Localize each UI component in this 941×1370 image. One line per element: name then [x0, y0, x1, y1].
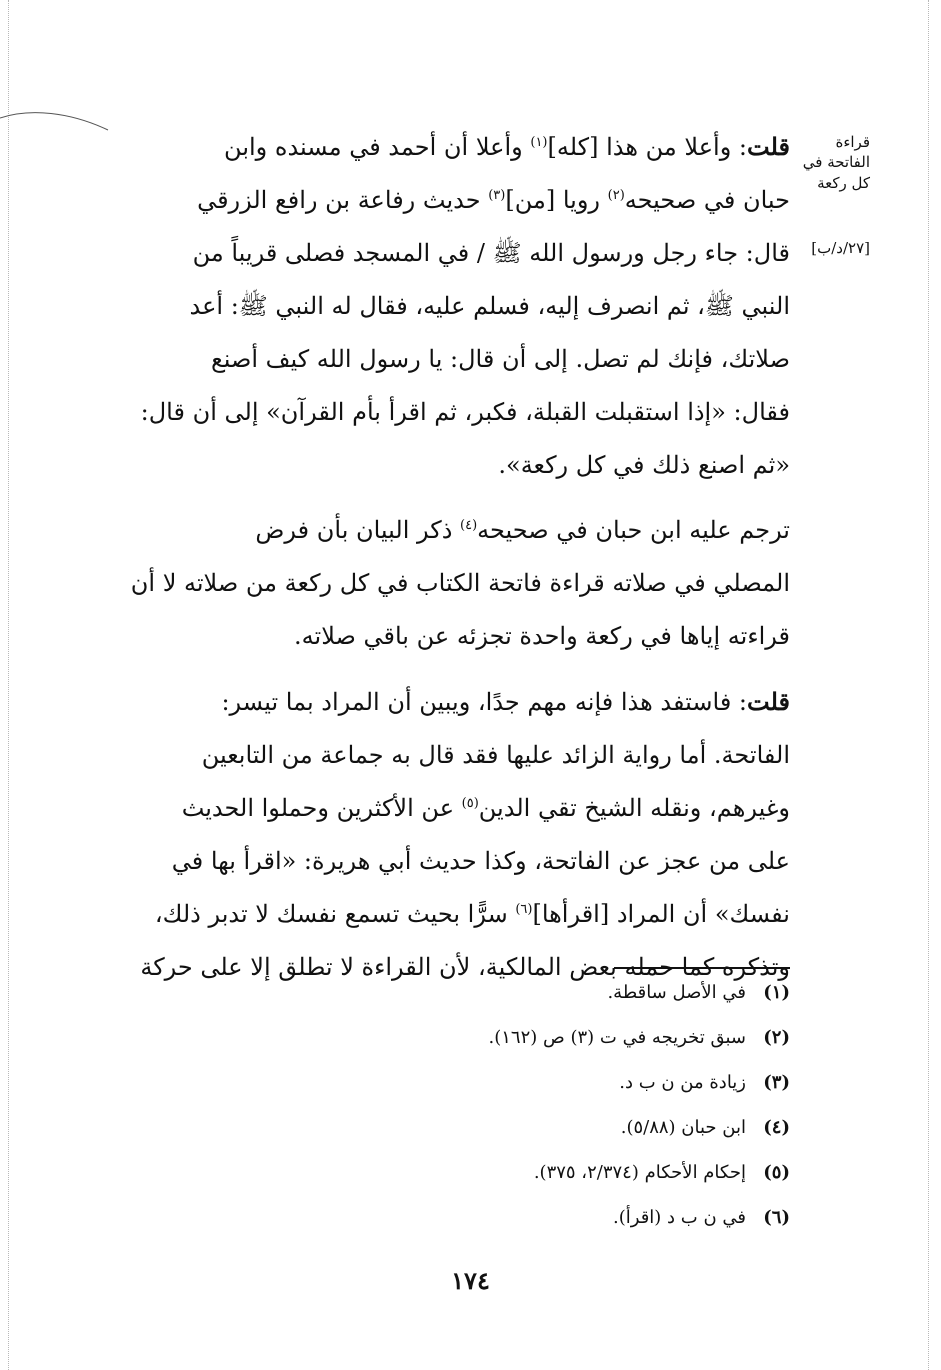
line-text: عن الأكثرين وحملوا الحديث: [181, 794, 462, 822]
scan-curve-mark: [0, 100, 110, 140]
line-text: المصلي في صلاته قراءة فاتحة الكتاب في كل ركعة من صلاته لا أن: [130, 569, 790, 597]
footnote-item: [300, 1117, 790, 1162]
footnote-marker: (٥): [461, 796, 479, 811]
line-text: صلاتك، فإنك لم تصل. إلى أن قال: يا رسول الله كيف أصنع: [210, 345, 790, 373]
line-text: حديث رفاعة بن رافع الزرقي: [197, 186, 489, 214]
footnote-item: [300, 1207, 790, 1252]
line-text: : وأعلا من هذا [كله]: [547, 133, 748, 161]
text-line: [112, 610, 790, 663]
line-text: : فاستفد هذا فإنه مهم جدًا، ويبين أن المراد بما تيسر:: [221, 688, 748, 716]
footnote-item: [300, 1027, 790, 1072]
footnote-number: (٦): [763, 1207, 790, 1228]
footnote-number: (٢): [763, 1027, 790, 1048]
line-text: ترجم عليه ابن حبان في صحيحه: [477, 516, 790, 544]
footnote-number: (٤): [763, 1117, 790, 1138]
left-edge-dots: [8, 0, 9, 1370]
text-line: [112, 675, 790, 729]
line-text: وتذكره كما حمله بعض المالكية، لأن القراءة لا تطلق إلا على حركة: [140, 953, 790, 981]
right-edge-dots: [928, 0, 929, 1370]
footnotes: [300, 982, 790, 1252]
line-text: نفسك» أن المراد [اقرأها]: [532, 900, 790, 928]
line-text: قال: جاء رجل ورسول الله ﷺ / في المسجد فصلى قريباً من: [192, 239, 790, 267]
paragraph: [112, 504, 790, 663]
text-line: [112, 439, 790, 492]
line-text: على من عجز عن الفاتحة، وكذا حديث أبي هريرة: «اقرأ بها في: [171, 847, 790, 875]
margin-folio-reference: [٢٧/د/ب]: [811, 239, 870, 257]
footnote-number: (١): [763, 982, 790, 1003]
line-text: وأعلا أن أحمد في مسنده وابن: [224, 133, 531, 161]
footnote-marker: (١): [530, 135, 548, 150]
text-line: [112, 120, 790, 174]
paragraph: [112, 120, 790, 492]
qultu-lead: قلت: [747, 132, 790, 161]
footnote-marker: (٦): [515, 902, 533, 917]
text-line: [112, 729, 790, 782]
footnote-marker: (٤): [460, 518, 478, 533]
line-text: حبان في صحيحه: [624, 186, 790, 214]
footnote-text: زيادة من ن ب د.: [619, 1072, 746, 1093]
footnote-number: (٣): [763, 1072, 790, 1093]
line-text: الفاتحة. أما رواية الزائد عليها فقد قال به جماعة من التابعين: [201, 741, 790, 769]
line-text: وغيرهم، ونقله الشيخ تقي الدين: [478, 794, 790, 822]
paragraph: [112, 675, 790, 994]
margin-topic-note: قراءة الفاتحة في كل ركعة: [802, 133, 870, 192]
line-text: ذكر البيان بأن فرض: [255, 516, 461, 544]
footnote-marker: (٢): [607, 188, 625, 203]
text-line: [112, 174, 790, 227]
line-text: سرًّا بحيث تسمع نفسك لا تدبر ذلك،: [154, 900, 516, 928]
text-line: [112, 504, 790, 557]
text-line: [112, 888, 790, 941]
text-line: [112, 782, 790, 835]
footnote-item: [300, 1162, 790, 1207]
line-text: «ثم اصنع ذلك في كل ركعة».: [498, 451, 790, 479]
footnote-number: (٥): [763, 1162, 790, 1183]
text-line: [112, 227, 790, 280]
text-line: [112, 280, 790, 333]
line-text: فقال: «إذا استقبلت القبلة، فكبر، ثم اقرأ بأم القرآن» إلى أن قال:: [140, 398, 790, 426]
footnote-marker: (٣): [488, 188, 506, 203]
footnote-text: في ن ب د (اقرأ).: [613, 1207, 746, 1228]
line-text: قراءته إياها في ركعة واحدة تجزئه عن باقي صلاته.: [294, 622, 790, 650]
footnote-divider: [614, 967, 790, 969]
line-text: النبي ﷺ، ثم انصرف إليه، فسلم عليه، فقال له النبي ﷺ: أعد: [189, 292, 790, 320]
footnote-text: في الأصل ساقطة.: [607, 982, 746, 1003]
line-text: رويا [من]: [505, 186, 608, 214]
footnote-item: [300, 1072, 790, 1117]
footnote-text: ابن حبان (٥/٨٨).: [620, 1117, 746, 1138]
text-line: [112, 557, 790, 610]
text-line: [112, 386, 790, 439]
text-line: [112, 333, 790, 386]
footnote-item: [300, 982, 790, 1027]
main-text: [112, 120, 790, 994]
footnote-text: إحكام الأحكام (٢/٣٧٤، ٣٧٥).: [533, 1162, 746, 1183]
footnote-text: سبق تخريجه في ت (٣) ص (١٦٢).: [488, 1027, 746, 1048]
text-line: [112, 835, 790, 888]
qultu-lead: قلت: [747, 687, 790, 716]
page-number: ١٧٤: [451, 1266, 490, 1295]
